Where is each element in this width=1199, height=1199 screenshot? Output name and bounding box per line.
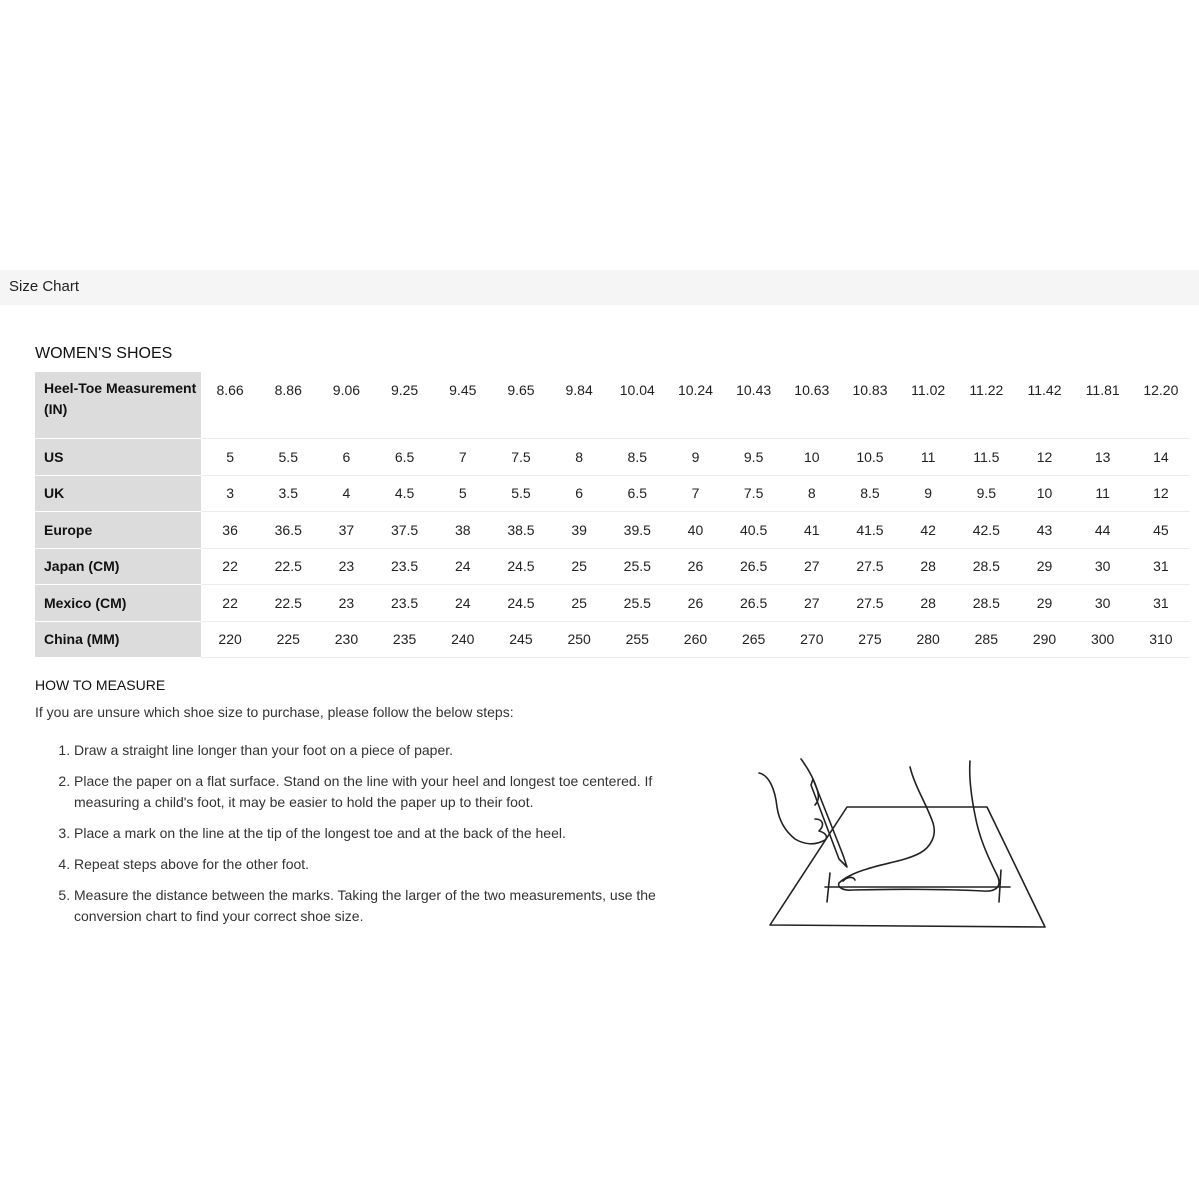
table-cell: 225 (259, 621, 317, 658)
row-header: China (MM) (35, 621, 201, 658)
table-cell: 22 (201, 548, 259, 585)
table-cell: 24 (434, 585, 492, 622)
table-cell: 245 (492, 621, 550, 658)
table-cell: 37.5 (376, 512, 434, 549)
table-cell: 4 (317, 475, 375, 512)
table-cell: 270 (783, 621, 841, 658)
table-cell: 28 (899, 585, 957, 622)
table-row (35, 475, 1190, 512)
table-cell: 25.5 (608, 548, 666, 585)
table-cell: 11.5 (957, 439, 1015, 476)
how-to-steps (36, 740, 674, 937)
table-cell: 22.5 (259, 548, 317, 585)
table-cell: 23.5 (376, 585, 434, 622)
table-cell: 9.45 (434, 372, 492, 439)
size-table-body (35, 372, 1190, 658)
table-cell: 8.66 (201, 372, 259, 439)
page-title: Size Chart (9, 278, 80, 295)
table-cell: 300 (1074, 621, 1132, 658)
table-cell: 280 (899, 621, 957, 658)
table-cell: 37 (317, 512, 375, 549)
table-cell: 27 (783, 548, 841, 585)
table-cell: 26 (666, 548, 724, 585)
table-cell: 27.5 (841, 548, 899, 585)
table-cell: 7.5 (492, 439, 550, 476)
table-cell: 24 (434, 548, 492, 585)
table-cell: 8.5 (841, 475, 899, 512)
table-cell: 26.5 (725, 585, 783, 622)
table-cell: 36.5 (259, 512, 317, 549)
table-cell: 5.5 (259, 439, 317, 476)
table-cell: 28 (899, 548, 957, 585)
table-cell: 30 (1074, 548, 1132, 585)
table-cell: 24.5 (492, 585, 550, 622)
title-bar (0, 270, 1199, 305)
table-cell: 28.5 (957, 585, 1015, 622)
table-cell: 5 (201, 439, 259, 476)
table-cell: 11 (1074, 475, 1132, 512)
table-cell: 6 (317, 439, 375, 476)
table-cell: 285 (957, 621, 1015, 658)
how-to-heading: HOW TO MEASURE (35, 677, 166, 693)
table-cell: 28.5 (957, 548, 1015, 585)
table-cell: 12.20 (1132, 372, 1190, 439)
size-table (35, 372, 1190, 658)
table-cell: 3.5 (259, 475, 317, 512)
table-cell: 8 (783, 475, 841, 512)
table-cell: 11.42 (1015, 372, 1073, 439)
table-cell: 10.83 (841, 372, 899, 439)
table-row (35, 372, 1190, 439)
table-cell: 10.04 (608, 372, 666, 439)
table-cell: 29 (1015, 585, 1073, 622)
table-row (35, 585, 1190, 622)
table-cell: 26.5 (725, 548, 783, 585)
table-cell: 9.25 (376, 372, 434, 439)
table-cell: 10 (783, 439, 841, 476)
table-cell: 36 (201, 512, 259, 549)
table-cell: 40 (666, 512, 724, 549)
row-header: Heel-Toe Measurement (IN) (35, 372, 201, 439)
table-cell: 8 (550, 439, 608, 476)
heel-mark (999, 870, 1001, 902)
table-cell: 8.5 (608, 439, 666, 476)
table-cell: 240 (434, 621, 492, 658)
table-cell: 9 (899, 475, 957, 512)
table-cell: 7 (666, 475, 724, 512)
list-item: 5. Measure the distance between the marks. Taking the larger of the two measurements, use the conversion chart to find your correct shoe size. (74, 885, 674, 927)
table-cell: 40.5 (725, 512, 783, 549)
table-cell: 220 (201, 621, 259, 658)
table-cell: 11 (899, 439, 957, 476)
table-cell: 290 (1015, 621, 1073, 658)
table-row (35, 621, 1190, 658)
table-row (35, 548, 1190, 585)
table-cell: 6 (550, 475, 608, 512)
table-cell: 26 (666, 585, 724, 622)
foot-measuring-illustration-icon (755, 755, 1055, 935)
table-cell: 7 (434, 439, 492, 476)
table-cell: 24.5 (492, 548, 550, 585)
table-cell: 7.5 (725, 475, 783, 512)
table-cell: 10.63 (783, 372, 841, 439)
table-cell: 3 (201, 475, 259, 512)
table-row (35, 512, 1190, 549)
table-cell: 31 (1132, 548, 1190, 585)
row-header: US (35, 439, 201, 476)
table-cell: 9.5 (957, 475, 1015, 512)
table-cell: 23.5 (376, 548, 434, 585)
paper-shape (770, 807, 1045, 927)
table-title: WOMEN'S SHOES (35, 345, 173, 362)
table-cell: 11.02 (899, 372, 957, 439)
table-cell: 8.86 (259, 372, 317, 439)
table-cell: 9 (666, 439, 724, 476)
table-cell: 13 (1074, 439, 1132, 476)
table-cell: 42.5 (957, 512, 1015, 549)
table-cell: 10.5 (841, 439, 899, 476)
table-row (35, 439, 1190, 476)
table-cell: 9.65 (492, 372, 550, 439)
table-cell: 42 (899, 512, 957, 549)
table-cell: 39 (550, 512, 608, 549)
table-cell: 25 (550, 585, 608, 622)
table-cell: 6.5 (608, 475, 666, 512)
table-cell: 27.5 (841, 585, 899, 622)
table-cell: 6.5 (376, 439, 434, 476)
table-cell: 12 (1132, 475, 1190, 512)
list-item: 1. Draw a straight line longer than your foot on a piece of paper. (74, 740, 674, 761)
table-cell: 235 (376, 621, 434, 658)
table-cell: 11.81 (1074, 372, 1132, 439)
table-cell: 12 (1015, 439, 1073, 476)
row-header: Europe (35, 512, 201, 549)
table-cell: 38 (434, 512, 492, 549)
table-cell: 265 (725, 621, 783, 658)
row-header: Mexico (CM) (35, 585, 201, 622)
table-cell: 41.5 (841, 512, 899, 549)
table-cell: 43 (1015, 512, 1073, 549)
table-cell: 25.5 (608, 585, 666, 622)
table-cell: 9.06 (317, 372, 375, 439)
table-cell: 275 (841, 621, 899, 658)
table-cell: 10 (1015, 475, 1073, 512)
foot-outline (839, 761, 999, 891)
table-cell: 250 (550, 621, 608, 658)
row-header: Japan (CM) (35, 548, 201, 585)
table-cell: 14 (1132, 439, 1190, 476)
table-cell: 23 (317, 548, 375, 585)
table-cell: 255 (608, 621, 666, 658)
table-cell: 38.5 (492, 512, 550, 549)
table-cell: 5.5 (492, 475, 550, 512)
table-cell: 11.22 (957, 372, 1015, 439)
table-cell: 31 (1132, 585, 1190, 622)
table-cell: 9.5 (725, 439, 783, 476)
table-cell: 25 (550, 548, 608, 585)
table-cell: 10.24 (666, 372, 724, 439)
table-cell: 45 (1132, 512, 1190, 549)
table-cell: 23 (317, 585, 375, 622)
hand-outline (759, 773, 826, 844)
table-cell: 230 (317, 621, 375, 658)
table-cell: 22.5 (259, 585, 317, 622)
list-item: 2. Place the paper on a flat surface. Stand on the line with your heel and longest toe centered. If measuring a child's foot, it may be easier to hold the paper up to their foot. (74, 771, 674, 813)
table-cell: 9.84 (550, 372, 608, 439)
table-cell: 310 (1132, 621, 1190, 658)
how-to-intro: If you are unsure which shoe size to purchase, please follow the below steps: (35, 704, 514, 720)
table-cell: 29 (1015, 548, 1073, 585)
table-cell: 44 (1074, 512, 1132, 549)
table-cell: 260 (666, 621, 724, 658)
table-cell: 4.5 (376, 475, 434, 512)
table-cell: 27 (783, 585, 841, 622)
table-cell: 22 (201, 585, 259, 622)
row-header: UK (35, 475, 201, 512)
list-item: 3. Place a mark on the line at the tip of the longest toe and at the back of the heel. (74, 823, 674, 844)
table-cell: 39.5 (608, 512, 666, 549)
table-cell: 10.43 (725, 372, 783, 439)
table-cell: 5 (434, 475, 492, 512)
list-item: 4. Repeat steps above for the other foot. (74, 854, 674, 875)
table-cell: 30 (1074, 585, 1132, 622)
table-cell: 41 (783, 512, 841, 549)
